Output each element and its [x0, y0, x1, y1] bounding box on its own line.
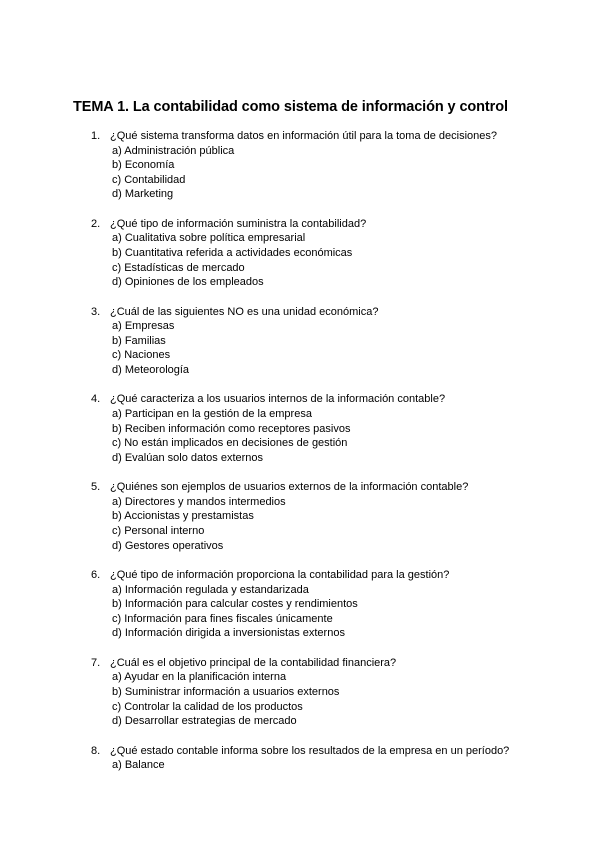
question-text: ¿Quiénes son ejemplos de usuarios externos de la información contable? [110, 481, 469, 494]
answer-option: c) Personal interno [112, 524, 205, 537]
answer-option: c) No están implicados en decisiones de gestión [112, 437, 348, 450]
answer-option: d) Marketing [112, 188, 174, 201]
question-text: ¿Qué tipo de información suministra la contabilidad? [110, 217, 367, 230]
answer-option: d) Información dirigida a inversionistas externos [112, 627, 345, 640]
answer-option: a) Información regulada y estandarizada [112, 583, 309, 596]
question-text: ¿Qué caracteriza a los usuarios internos de la información contable? [110, 393, 446, 406]
answer-option: a) Administración pública [112, 144, 235, 157]
question-item [0, 305, 600, 393]
answer-option: c) Contabilidad [112, 173, 186, 186]
answer-option: a) Participan en la gestión de la empresa [112, 407, 312, 420]
answer-options [112, 319, 189, 377]
answer-options [112, 495, 286, 553]
answer-options [112, 231, 352, 289]
answer-option: c) Controlar la calidad de los productos [112, 700, 303, 713]
question-number: 5. [91, 481, 101, 494]
answer-option: a) Empresas [112, 320, 175, 333]
answer-option: d) Gestores operativos [112, 539, 224, 552]
question-item [0, 568, 600, 656]
answer-options [112, 144, 234, 202]
answer-option: c) Naciones [112, 349, 171, 362]
answer-option: d) Desarrollar estrategias de mercado [112, 715, 297, 728]
answer-option: b) Familias [112, 334, 166, 347]
answer-option: b) Cuantitativa referida a actividades económicas [112, 246, 353, 259]
question-number: 3. [91, 305, 101, 318]
answer-option: d) Meteorología [112, 363, 190, 376]
answer-option: a) Balance [112, 759, 165, 772]
answer-options [112, 583, 358, 641]
answer-option: d) Evalúan solo datos externos [112, 451, 264, 464]
answer-option: b) Economía [112, 159, 175, 172]
question-item [0, 656, 600, 744]
question-text: ¿Cuál es el objetivo principal de la contabilidad financiera? [110, 656, 397, 669]
answer-option: c) Información para fines fiscales únicamente [112, 612, 333, 625]
question-number: 7. [91, 656, 101, 669]
answer-option: c) Estadísticas de mercado [112, 261, 245, 274]
answer-option: b) Suministrar información a usuarios externos [112, 685, 340, 698]
answer-option: b) Reciben información como receptores pasivos [112, 422, 351, 435]
question-text: ¿Qué estado contable informa sobre los resultados de la empresa en un período? [110, 744, 510, 757]
answer-option: a) Directores y mandos intermedios [112, 495, 286, 508]
answer-options [112, 407, 350, 465]
answer-option: a) Ayudar en la planificación interna [112, 671, 287, 684]
question-number: 6. [91, 568, 101, 581]
answer-option: d) Opiniones de los empleados [112, 276, 264, 289]
page-title: TEMA 1. La contabilidad como sistema de información y control [73, 99, 508, 115]
question-item [0, 129, 600, 217]
question-item [0, 217, 600, 305]
question-number: 8. [91, 744, 101, 757]
question-text: ¿Qué tipo de información proporciona la contabilidad para la gestión? [110, 568, 450, 581]
answer-option: b) Accionistas y prestamistas [112, 510, 254, 523]
question-item [0, 744, 600, 832]
answer-option: a) Cualitativa sobre política empresarial [112, 232, 306, 245]
question-number: 4. [91, 393, 101, 406]
question-list [0, 129, 600, 831]
question-text: ¿Qué sistema transforma datos en información útil para la toma de decisiones? [110, 130, 498, 142]
answer-options [112, 670, 339, 728]
answer-option: b) Información para calcular costes y rendimientos [112, 598, 358, 611]
answer-options [112, 758, 165, 773]
question-text: ¿Cuál de las siguientes NO es una unidad económica? [110, 305, 379, 318]
question-number: 2. [91, 217, 101, 230]
question-item [0, 392, 600, 480]
question-item [0, 480, 600, 568]
question-number: 1. [91, 130, 101, 142]
